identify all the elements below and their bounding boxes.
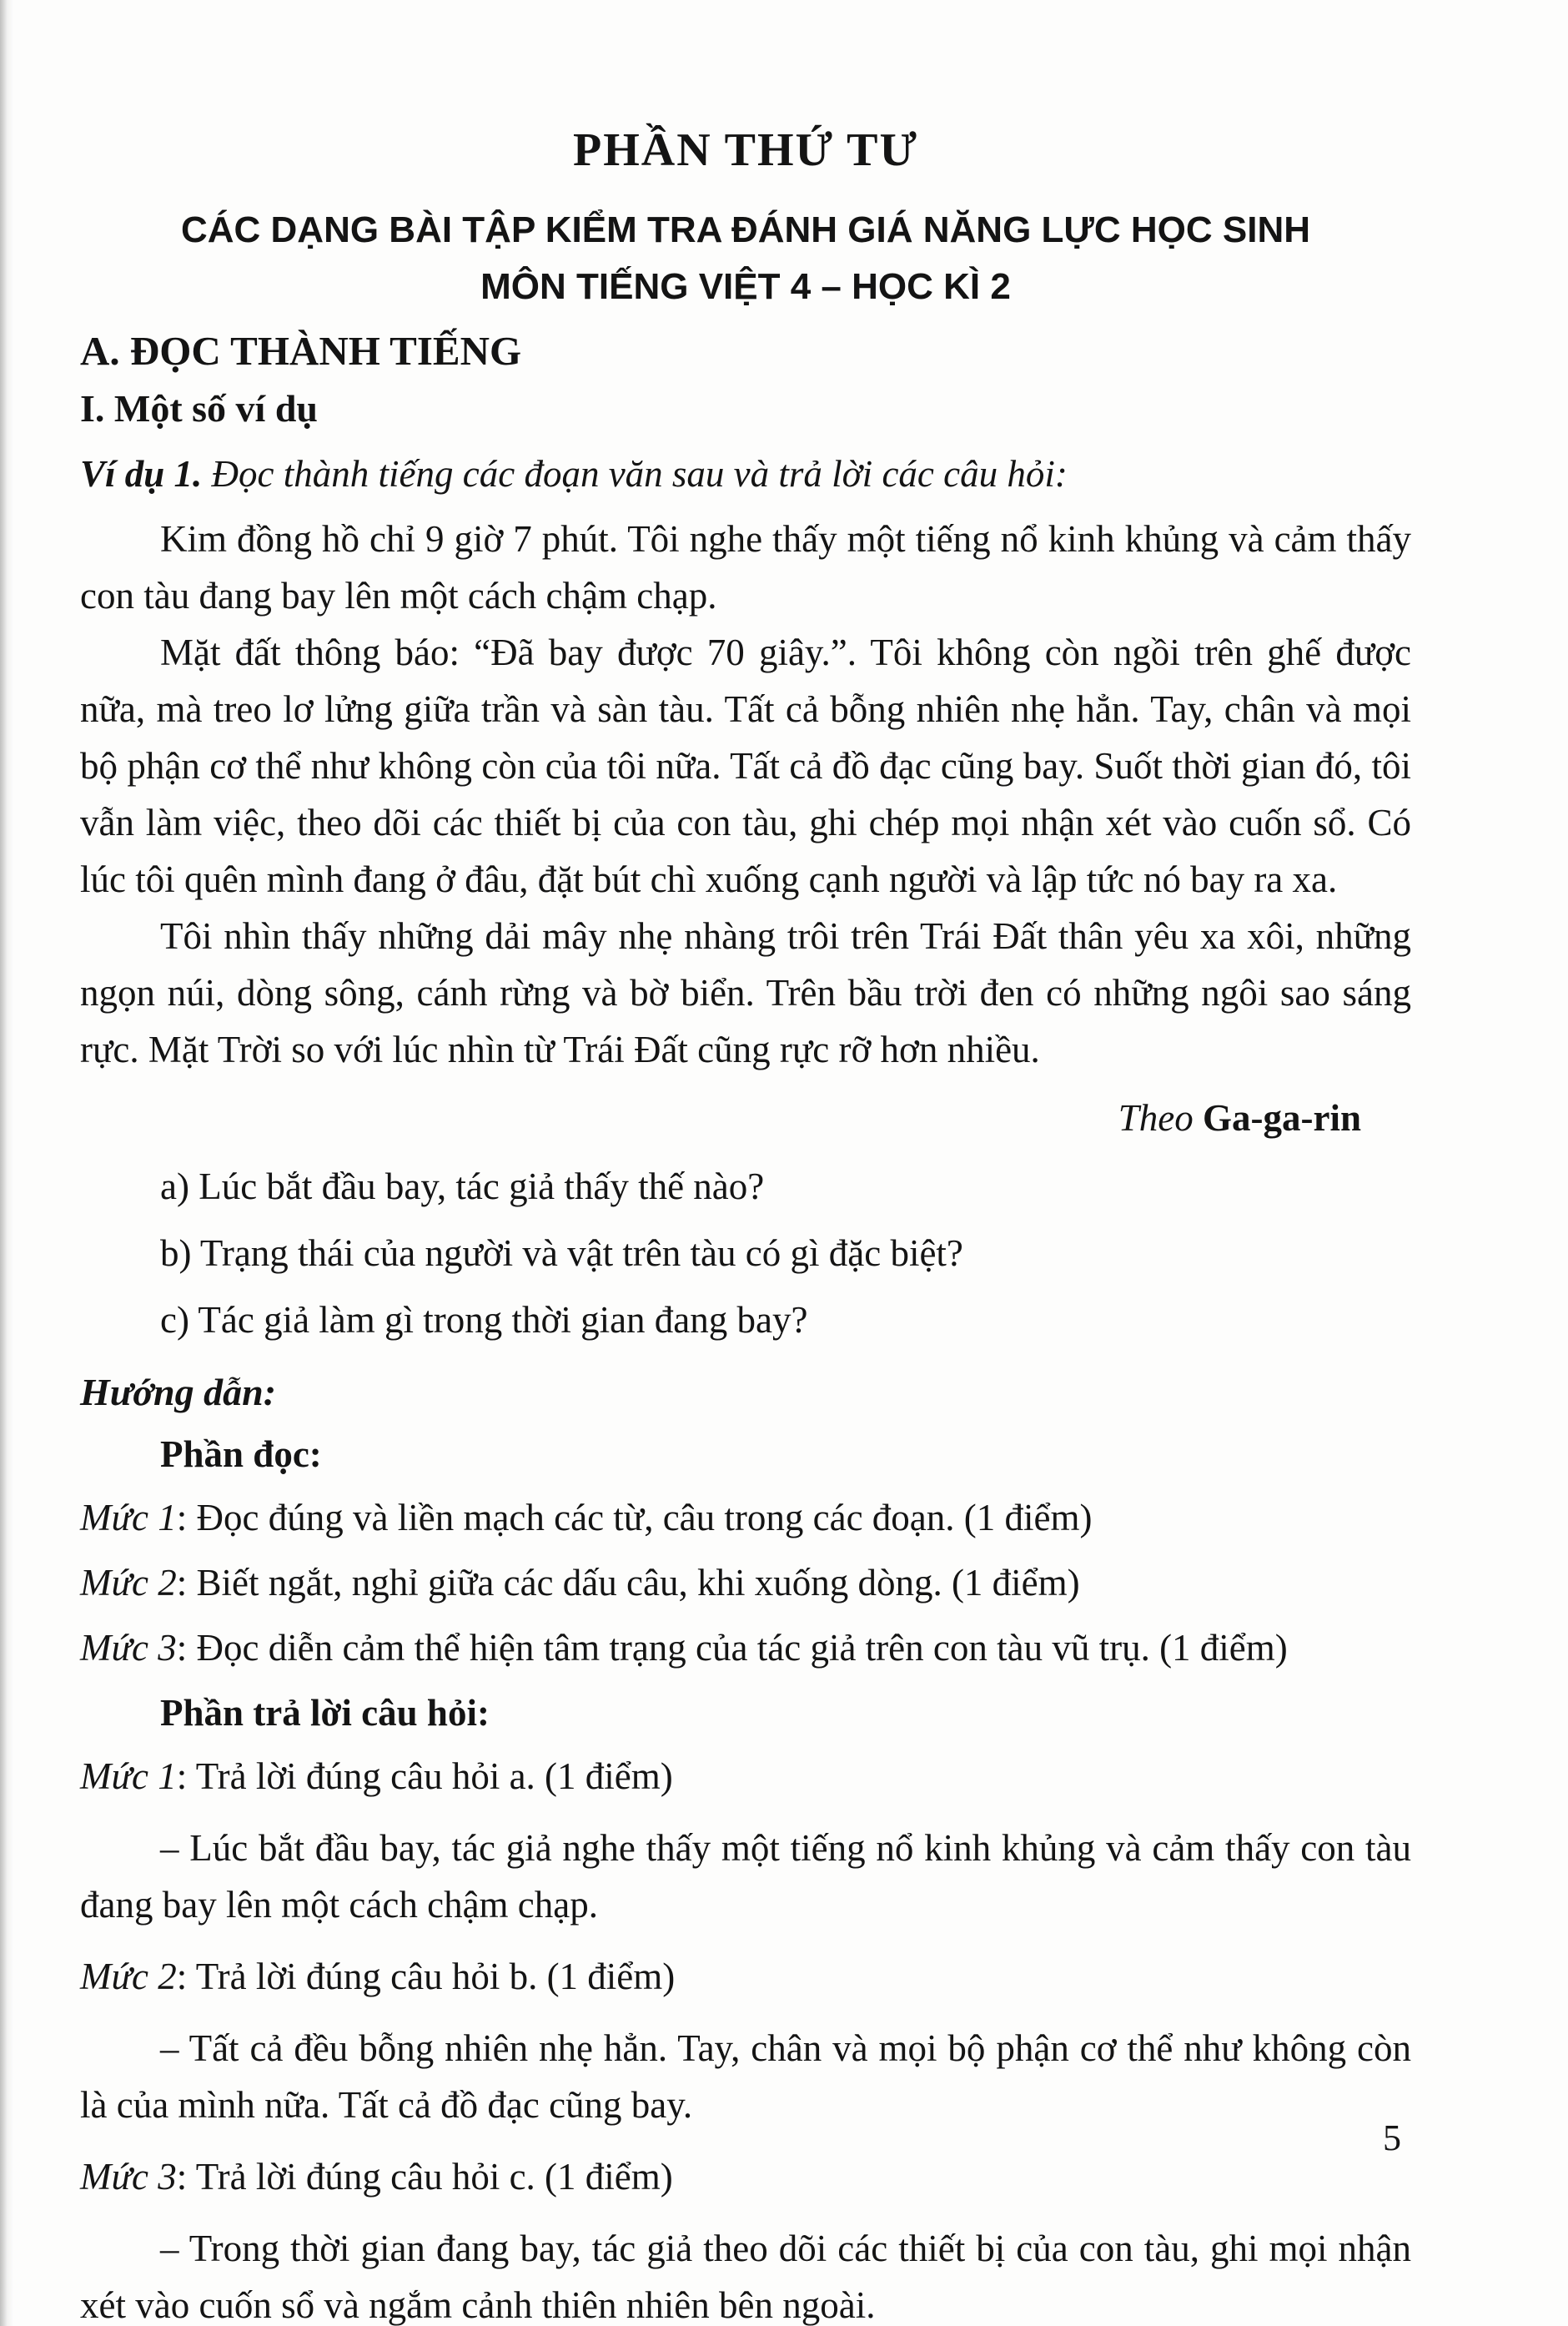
reading-level-1-text: : Đọc đúng và liền mạch các từ, câu trong các đoạn. (1 điểm) (176, 1497, 1093, 1539)
section-heading-a: A. ĐỌC THÀNH TIẾNG (80, 328, 522, 375)
attribution-prefix: Theo (1118, 1097, 1194, 1140)
answer-level-3-text: : Trả lời đúng câu hỏi c. (1 điểm) (176, 2156, 673, 2198)
answer-level-1-answer: – Lúc bắt đầu bay, tác giả nghe thấy một tiếng nổ kinh khủng và cảm thấy con tàu đang bay lên một cách chậm chạp. (80, 1827, 1411, 1926)
answer-level-3 (80, 2155, 1411, 2198)
answer-level-1-label: Mức 1 (80, 1755, 177, 1798)
passage-paragraph-2: Mặt đất thông báo: “Đã bay được 70 giây.”. Tôi không còn ngồi trên ghế được nữa, mà treo lơ lửng giữa trần và sàn tàu. Tất cả bỗng nhiên nhẹ hẳn. Tay, chân và mọi bộ phận cơ thể như không còn của tôi nữa. Tất cả đồ đạc cũng bay. Suốt thời gian đó, tôi vẫn làm việc, theo dõi các thiết bị của con tàu, ghi chép mọi nhận xét vào cuốn sổ. Có lúc tôi quên mình đang ở đâu, đặt bút chì xuống cạnh người và lập tức nó bay ra xa. (80, 632, 1411, 901)
attribution (80, 1096, 1361, 1140)
part-title: PHẦN THỨ TƯ (572, 124, 919, 176)
answer-section-heading: Phần trả lời câu hỏi: (160, 1692, 490, 1734)
answer-level-3-label: Mức 3 (80, 2156, 177, 2198)
question-c: c) Tác giả làm gì trong thời gian đang bay? (160, 1299, 808, 1342)
answer-level-2-answer: – Tất cả đều bỗng nhiên nhẹ hẳn. Tay, chân và mọi bộ phận cơ thể như không còn là của mình nữa. Tất cả đồ đạc cũng bay. (80, 2027, 1411, 2127)
answer-level-1 (80, 1755, 1411, 1798)
reading-level-2-label: Mức 2 (80, 1562, 177, 1604)
page-number: 5 (1383, 2117, 1401, 2158)
reading-section-heading: Phần đọc: (160, 1433, 322, 1476)
reading-level-3-text: : Đọc diễn cảm thể hiện tâm trạng của tác giả trên con tàu vũ trụ. (1 điểm) (176, 1627, 1288, 1669)
passage-paragraph-3: Tôi nhìn thấy những dải mây nhẹ nhàng trôi trên Trái Đất thân yêu xa xôi, những ngọn núi, dòng sông, cánh rừng và bờ biển. Trên bầu trời đen có những ngôi sao sáng rực. Mặt Trời so với lúc nhìn từ Trái Đất cũng rực rỡ hơn nhiều. (80, 915, 1411, 1071)
subtitle-line-2: MÔN TIẾNG VIỆT 4 – HỌC KÌ 2 (480, 266, 1011, 308)
reading-level-2 (80, 1561, 1411, 1604)
question-a: a) Lúc bắt đầu bay, tác giả thấy thế nào? (160, 1166, 765, 1208)
subtitle-line-1: CÁC DẠNG BÀI TẬP KIỂM TRA ĐÁNH GIÁ NĂNG LỰC HỌC SINH (180, 209, 1311, 250)
reading-level-1-label: Mức 1 (80, 1497, 177, 1539)
answer-level-3-answer: – Trong thời gian đang bay, tác giả theo dõi các thiết bị của con tàu, ghi mọi nhận xét vào cuốn sổ và ngắm cảnh thiên nhiên bên ngoài. (80, 2228, 1411, 2326)
answer-level-2-label: Mức 2 (80, 1956, 177, 1998)
answer-level-2-text: : Trả lời đúng câu hỏi b. (1 điểm) (176, 1956, 676, 1998)
example-instruction (80, 452, 1411, 496)
passage-paragraph-1: Kim đồng hồ chỉ 9 giờ 7 phút. Tôi nghe thấy một tiếng nổ kinh khủng và cảm thấy con tàu đang bay lên một cách chậm chạp. (80, 518, 1411, 617)
reading-level-3-label: Mức 3 (80, 1627, 177, 1669)
answer-level-2 (80, 1955, 1411, 1998)
section-heading-i: I. Một số ví dụ (80, 387, 318, 430)
example-instruction-text: Đọc thành tiếng các đoạn văn sau và trả lời các câu hỏi: (202, 453, 1068, 496)
reading-level-1 (80, 1496, 1411, 1539)
document-subtitle (80, 202, 1411, 315)
question-b: b) Trạng thái của người và vật trên tàu có gì đặc biệt? (160, 1232, 963, 1275)
example-label: Ví dụ 1. (80, 453, 203, 496)
reading-level-2-text: : Biết ngắt, nghỉ giữa các dấu câu, khi xuống dòng. (1 điểm) (176, 1562, 1080, 1604)
guide-heading: Hướng dẫn: (80, 1371, 277, 1414)
reading-level-3 (80, 1626, 1411, 1669)
answer-level-1-text: : Trả lời đúng câu hỏi a. (1 điểm) (176, 1755, 673, 1798)
attribution-author: Ga-ga-rin (1203, 1097, 1361, 1140)
